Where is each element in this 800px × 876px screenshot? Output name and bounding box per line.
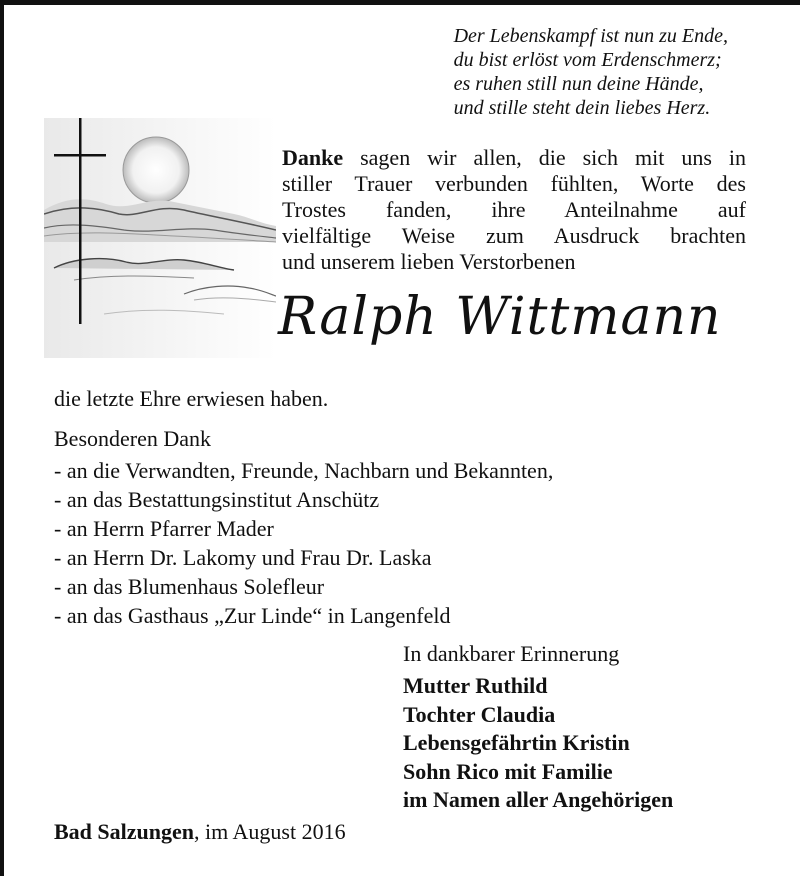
signer: Lebensgefährtin Kristin bbox=[403, 730, 630, 755]
deceased-name: Ralph Wittmann bbox=[278, 287, 722, 347]
list-item: - an das Bestattungsinstitut Anschütz bbox=[54, 487, 380, 512]
poem-line: Der Lebenskampf ist nun zu Ende, bbox=[453, 25, 728, 47]
poem-line: und stille steht dein liebes Herz. bbox=[453, 97, 711, 119]
thanks-paragraph bbox=[282, 145, 746, 275]
thanks-line: Trostes fanden, ihre Anteilnahme auf bbox=[282, 197, 746, 222]
thanks-line: und unserem lieben Verstorbenen bbox=[282, 249, 576, 274]
thanks-line: stiller Trauer verbunden fühlten, Worte des bbox=[282, 171, 746, 196]
left-border bbox=[0, 0, 4, 876]
place-date-line bbox=[54, 818, 346, 846]
special-thanks-list bbox=[54, 456, 553, 630]
signer: Mutter Ruthild bbox=[403, 673, 548, 698]
signer: Sohn Rico mit Familie bbox=[403, 758, 613, 784]
place-name: Bad Salzungen bbox=[54, 819, 194, 844]
list-item: - an Herrn Dr. Lakomy und Frau Dr. Laska bbox=[54, 545, 432, 570]
list-item: - an Herrn Pfarrer Mader bbox=[54, 516, 274, 541]
signer: Tochter Claudia bbox=[403, 701, 556, 727]
signer: im Namen aller Angehörigen bbox=[403, 787, 674, 812]
poem-line: du bist erlöst vom Erdenschmerz; bbox=[453, 49, 722, 71]
list-item: - an das Gasthaus „Zur Linde“ in Langenfeld bbox=[54, 603, 451, 628]
poem-line: es ruhen still nun deine Hände, bbox=[453, 73, 704, 95]
closing-line: die letzte Ehre erwiesen haben. bbox=[54, 386, 329, 411]
memorial-poem bbox=[454, 24, 728, 120]
top-border bbox=[0, 0, 800, 5]
signature-intro: In dankbarer Erinnerung bbox=[403, 641, 620, 666]
danke-label: Danke bbox=[282, 145, 344, 170]
list-item: - an das Blumenhaus Solefleur bbox=[54, 574, 325, 599]
cross-landscape-icon bbox=[44, 118, 276, 358]
list-item: - an die Verwandten, Freunde, Nachbarn und Bekannten, bbox=[54, 458, 554, 483]
thanks-line: Danke sagen wir allen, die sich mit uns in bbox=[282, 145, 746, 170]
signature-names bbox=[403, 672, 673, 815]
special-thanks-heading: Besonderen Dank bbox=[54, 426, 212, 451]
thanks-line: vielfältige Weise zum Ausdruck brachten bbox=[282, 223, 746, 248]
date-text: , im August 2016 bbox=[194, 819, 346, 844]
